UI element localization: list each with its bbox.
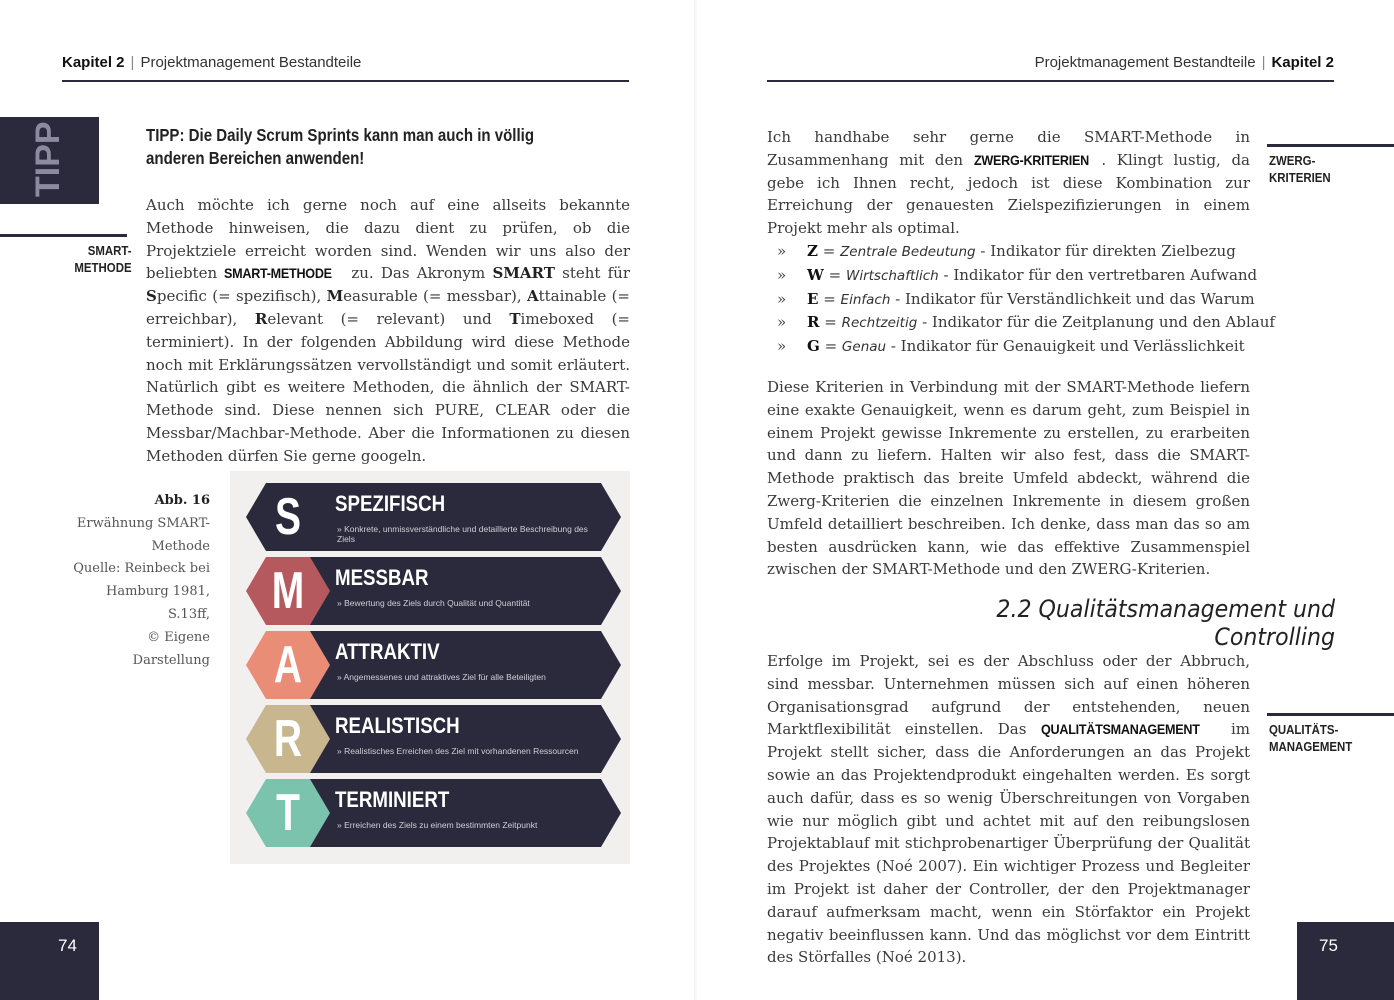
smart-word: SPEZIFISCH: [335, 491, 446, 516]
keyword-zwerg: ZWERG-KRITERIEN: [973, 151, 1089, 168]
smart-description: » Realistisches Erreichen des Ziel mit vorhandenen Ressourcen: [337, 746, 579, 756]
margin-rule: [0, 234, 127, 237]
margin-rule: [1267, 713, 1394, 716]
smart-word: TERMINIERT: [335, 787, 450, 812]
list-item: » W = Wirtschaftlich - Indikator für den vertretbaren Aufwand: [767, 264, 1257, 288]
smart-letter: R: [273, 710, 303, 768]
list-item: » Z = Zentrale Bedeutung - Indikator für direkten Zielbezug: [767, 240, 1257, 264]
body-paragraph-1: Ich handhabe sehr gerne die SMART-Methode in Zusammenhang mit den ZWERG-KRITERIEN . Klingt lustig, da gebe ich Ihnen recht, jedoch ist diese Kombination zur Erreichung der genauesten Zielspezifizierungen in einem Projekt mehr als optimal.: [767, 128, 1250, 238]
bullet-word: Einfach: [840, 291, 891, 308]
bullet-letter: G: [807, 337, 820, 356]
margin-label-qualitaet: QUALITÄTS-MANAGEMENT: [1269, 722, 1353, 754]
list-item: » R = Rechtzeitig - Indikator für die Zeitplanung und den Ablauf: [767, 311, 1257, 335]
smart-word: MESSBAR: [335, 565, 429, 590]
body-paragraph-3: Erfolge im Projekt, sei es der Abschluss oder der Abbruch, sind messbar. Unternehmen müssen sich auf einen höheren Organisationsgrad aufgrund der entstehenden, neuen Marktflexibilität einstellen. Das QUALITÄTSMANAGEMENT im Projekt stellt sicher, dass die Anforderungen an das Projekt sowie an das Projektendprodukt eingehalten werden. Es sorgt auch dafür, dass es so wenig Überschreitungen von Vorgaben wie nur möglich gibt und achtet mit auf den reibungslosen Projektablauf mit stichprobenartiger Überprüfung der Qualität des Projektes (Noé 2007). Ein wichtiger Prozess und Begleiter im Projekt ist daher der Controller, der den Projektmanager darauf aufmerksam macht, wenn ein Störfaktor ein Projekt negativ beeinflussen kann. Und das möglichst vor dem Eintritt des Störfalles (Noé 2013).: [767, 652, 1250, 967]
chapter-title: Projektmanagement Bestandteile: [1034, 54, 1256, 71]
bullet-word: Genau: [841, 339, 887, 356]
bullet-letter: W: [807, 265, 824, 284]
bullet-text: - Indikator für direkten Zielbezug: [975, 242, 1236, 260]
smart-item-attraktiv: [246, 631, 621, 699]
margin-label-zwerg: ZWERG-KRITERIEN: [1269, 153, 1331, 185]
smart-description: » Erreichen des Ziels zu einem bestimmten Zeitpunkt: [337, 820, 538, 830]
figure-number: Abb. 16: [154, 493, 210, 508]
smart-letter: T: [276, 784, 300, 842]
bullet-text: - Indikator für Genauigkeit und Verlässlichkeit: [886, 337, 1245, 356]
list-item: » G = Genau - Indikator für Genauigkeit und Verlässlichkeit: [767, 335, 1257, 359]
tipp-text: TIPP: Die Daily Scrum Sprints kann man auch in völlig anderen Bereichen anwenden!: [146, 125, 535, 168]
smart-item-spezifisch: [246, 483, 621, 551]
bullet-letter: R: [807, 313, 820, 332]
smart-letter: A: [273, 636, 303, 694]
body-paragraph: Auch möchte ich gerne noch auf eine allseits bekannte Methode hinweisen, die dazu dient zu prüfen, ob die Projektziele erreicht worden sind. Wenden wir uns also der beliebten SMART-METHODE zu. Das Akronym SMART steht für Specific (= spezifisch), Measurable (= messbar), Attainable (= erreichbar), Relevant (= relevant) und Timeboxed (= terminiert). In der folgenden Abbildung wird diese Methode noch mit Erklärungssätzen vervollständigt und somit erläutert. Natürlich gibt es weitere Methoden, die ähnlich der SMART-Methode sind. Diese nennen sich PURE, CLEAR oder die Messbar/Machbar-Methode. Aber die Informationen zu diesen Methoden dürfen Sie gerne googeln.: [146, 196, 631, 465]
smart-description: » Konkrete, unmissverständliche und detaillierte Beschreibung des Ziels: [337, 524, 588, 544]
bullet-word: Wirtschaftlich: [845, 267, 939, 284]
smart-description: » Angemessenes und attraktives Ziel für alle Beteiligten: [337, 672, 546, 682]
chapter-title: Projektmanagement Bestandteile: [140, 54, 362, 71]
smart-letter: M: [271, 562, 305, 620]
tipp-label: TIPP: [29, 121, 67, 197]
smart-item-terminiert: [246, 779, 621, 847]
smart-item-realistisch: [246, 705, 621, 773]
margin-rule: [1267, 144, 1394, 147]
bullet-word: Rechtzeitig: [841, 315, 918, 332]
page-header-right: Projektmanagement Bestandteile | Kapitel 2: [767, 54, 1334, 82]
smart-word: ATTRAKTIV: [335, 639, 440, 664]
page-header-left: Kapitel 2 | Projektmanagement Bestandteile: [62, 54, 629, 82]
bullet-text: - Indikator für den vertretbaren Aufwand: [938, 265, 1258, 284]
bullet-text: - Indikator für Verständlichkeit und das Warum: [890, 289, 1255, 308]
smart-description: » Bewertung des Ziels durch Qualität und Quantität: [337, 598, 530, 608]
bullet-marker: »: [777, 265, 787, 284]
bullet-text: - Indikator für die Zeitplanung und den Ablauf: [917, 313, 1275, 332]
right-page: [697, 0, 1394, 1000]
figure-caption: Abb. 16 Erwähnung SMART-Methode Quelle: Reinbeck bei Hamburg 1981, S.13ff, © Eigene Darstellung: [73, 493, 210, 668]
section-heading: 2.2 Qualitätsmanagement und Controlling: [996, 595, 1335, 651]
bullet-marker: »: [777, 242, 787, 260]
tipp-block: [0, 117, 99, 204]
bullet-marker: »: [777, 289, 787, 308]
page-number-left: 74: [0, 922, 99, 1000]
smart-word: REALISTISCH: [335, 713, 460, 738]
zwerg-list: [767, 240, 1275, 359]
bullet-marker: »: [777, 313, 787, 332]
page-number-right: 75: [1297, 922, 1394, 1000]
bullet-word: Zentrale Bedeutung: [840, 244, 976, 260]
keyword-qualitaetsmanagement: QUALITÄTSMANAGEMENT: [1040, 721, 1200, 738]
body-paragraph-2: Diese Kriterien in Verbindung mit der SMART-Methode liefern eine exakte Genauigkeit, wenn es darum geht, zum Beispiel in einem Projekt gewisse Inkremente zu erstellen, zu erarbeiten und dann zu liefern. Halten wir also fest, dass die SMART-Methode praktisch das breite Umfeld abdeckt, während die Zwerg-Kriterien die einzelnen Inkremente in diesem großen Umfeld detailliert beschreiben. Ich denke, dass man das so am besten ausdrücken kann, wie das effektive Zusammenspiel zwischen der SMART-Methode und den ZWERG-Kriterien.: [767, 378, 1250, 579]
list-item: » E = Einfach - Indikator für Verständlichkeit und das Warum: [767, 288, 1257, 312]
smart-item-messbar: [246, 557, 621, 625]
bullet-letter: E: [807, 289, 819, 308]
chapter-label: Kapitel 2: [62, 54, 125, 71]
smart-figure: [230, 471, 630, 864]
bullet-marker: »: [777, 337, 787, 356]
chapter-label: Kapitel 2: [1271, 54, 1334, 71]
margin-label-smart: SMART-METHODE: [74, 243, 132, 275]
keyword-smart-methode: SMART-METHODE: [224, 265, 333, 282]
smart-letter: S: [274, 488, 302, 546]
bullet-letter: Z: [807, 242, 818, 260]
